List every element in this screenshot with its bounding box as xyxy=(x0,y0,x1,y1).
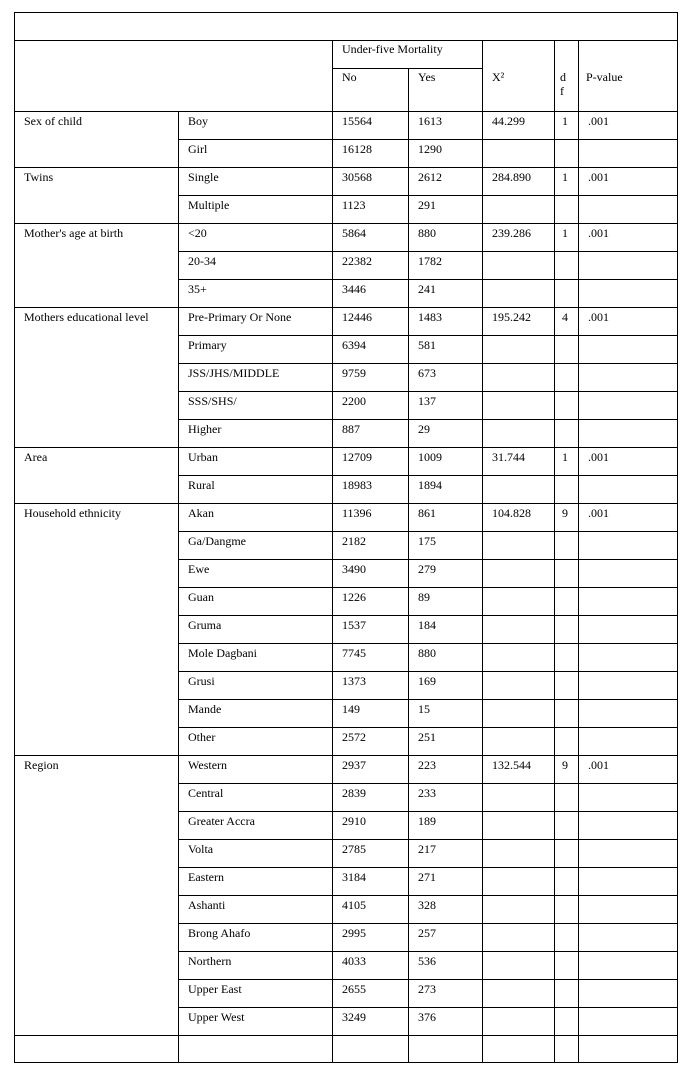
row-divider xyxy=(178,671,678,672)
p-value: .001 xyxy=(588,114,609,128)
variable-label: Mother's age at birth xyxy=(24,226,124,240)
count-yes: 2612 xyxy=(418,170,442,184)
row-divider xyxy=(178,643,678,644)
variable-label: Area xyxy=(24,450,48,464)
variable-label: Region xyxy=(24,758,59,772)
count-yes: 880 xyxy=(418,226,436,240)
category-label: Upper West xyxy=(188,1010,245,1024)
count-no: 2785 xyxy=(342,842,366,856)
count-yes: 673 xyxy=(418,366,436,380)
count-yes: 880 xyxy=(418,646,436,660)
count-yes: 279 xyxy=(418,562,436,576)
count-yes: 581 xyxy=(418,338,436,352)
group-divider xyxy=(14,223,678,224)
row-divider xyxy=(178,867,678,868)
category-label: Guan xyxy=(188,590,214,604)
row-divider xyxy=(178,923,678,924)
col-divider-yes xyxy=(408,68,409,1063)
count-no: 4105 xyxy=(342,898,366,912)
count-yes: 328 xyxy=(418,898,436,912)
row-divider xyxy=(178,531,678,532)
count-yes: 137 xyxy=(418,394,436,408)
p-value: .001 xyxy=(588,506,609,520)
p-value: .001 xyxy=(588,226,609,240)
category-label: Mole Dagbani xyxy=(188,646,257,660)
variable-label: Household ethnicity xyxy=(24,506,121,520)
row-divider xyxy=(178,391,678,392)
category-label: Rural xyxy=(188,478,215,492)
row-divider xyxy=(178,783,678,784)
header-p-value: P-value xyxy=(586,70,623,84)
category-label: Single xyxy=(188,170,219,184)
count-no: 2200 xyxy=(342,394,366,408)
df-value: 4 xyxy=(562,310,568,324)
count-no: 6394 xyxy=(342,338,366,352)
col-divider-pvalue xyxy=(578,40,579,1063)
count-yes: 1290 xyxy=(418,142,442,156)
row-divider xyxy=(178,895,678,896)
chi-square-value: 104.828 xyxy=(492,506,531,520)
count-no: 2995 xyxy=(342,926,366,940)
chi-square-value: 239.286 xyxy=(492,226,531,240)
count-no: 5864 xyxy=(342,226,366,240)
col-divider-df xyxy=(554,40,555,1063)
count-no: 1537 xyxy=(342,618,366,632)
count-yes: 175 xyxy=(418,534,436,548)
group-divider xyxy=(14,307,678,308)
row-divider xyxy=(178,335,678,336)
count-yes: 1009 xyxy=(418,450,442,464)
category-label: Gruma xyxy=(188,618,222,632)
count-no: 18983 xyxy=(342,478,372,492)
header-chi-square: X² xyxy=(492,70,505,84)
df-value: 1 xyxy=(562,114,568,128)
count-yes: 376 xyxy=(418,1010,436,1024)
header-under-five-mortality: Under-five Mortality xyxy=(342,42,443,56)
row-divider xyxy=(178,419,678,420)
count-yes: 536 xyxy=(418,954,436,968)
category-label: Western xyxy=(188,758,228,772)
count-yes: 1483 xyxy=(418,310,442,324)
count-no: 2937 xyxy=(342,758,366,772)
count-yes: 189 xyxy=(418,814,436,828)
category-label: Ewe xyxy=(188,562,210,576)
chi-square-value: 31.744 xyxy=(492,450,525,464)
count-no: 149 xyxy=(342,702,360,716)
category-label: Brong Ahafo xyxy=(188,926,251,940)
count-no: 1123 xyxy=(342,198,366,212)
category-label: Pre-Primary Or None xyxy=(188,310,292,324)
df-value: 1 xyxy=(562,170,568,184)
count-no: 2182 xyxy=(342,534,366,548)
category-label: 35+ xyxy=(188,282,207,296)
category-label: Other xyxy=(188,730,216,744)
count-yes: 217 xyxy=(418,842,436,856)
chi-square-value: 132.544 xyxy=(492,758,531,772)
category-label: 20-34 xyxy=(188,254,216,268)
count-yes: 169 xyxy=(418,674,436,688)
count-no: 2910 xyxy=(342,814,366,828)
group-divider xyxy=(14,167,678,168)
count-yes: 271 xyxy=(418,870,436,884)
row-divider xyxy=(178,727,678,728)
category-label: <20 xyxy=(188,226,207,240)
count-no: 16128 xyxy=(342,142,372,156)
count-yes: 29 xyxy=(418,422,430,436)
count-yes: 1613 xyxy=(418,114,442,128)
row-divider xyxy=(178,251,678,252)
category-label: Northern xyxy=(188,954,232,968)
row-divider xyxy=(178,279,678,280)
group-divider xyxy=(14,1035,678,1036)
header-df: d f xyxy=(560,70,566,98)
count-no: 2839 xyxy=(342,786,366,800)
row-divider xyxy=(178,139,678,140)
category-label: Mande xyxy=(188,702,222,716)
row-divider xyxy=(178,699,678,700)
count-no: 12709 xyxy=(342,450,372,464)
count-yes: 251 xyxy=(418,730,436,744)
category-label: Central xyxy=(188,786,224,800)
category-label: Urban xyxy=(188,450,218,464)
count-no: 3446 xyxy=(342,282,366,296)
count-yes: 1894 xyxy=(418,478,442,492)
col-divider-no xyxy=(332,40,333,1063)
count-no: 3184 xyxy=(342,870,366,884)
category-label: Grusi xyxy=(188,674,215,688)
chi-square-value: 284.890 xyxy=(492,170,531,184)
count-yes: 1782 xyxy=(418,254,442,268)
row-divider xyxy=(178,839,678,840)
count-yes: 89 xyxy=(418,590,430,604)
category-label: Girl xyxy=(188,142,208,156)
count-yes: 223 xyxy=(418,758,436,772)
count-no: 15564 xyxy=(342,114,372,128)
row-divider xyxy=(178,587,678,588)
row-divider xyxy=(178,363,678,364)
count-no: 4033 xyxy=(342,954,366,968)
variable-label: Mothers educational level xyxy=(24,310,149,324)
category-label: Volta xyxy=(188,842,214,856)
p-value: .001 xyxy=(588,310,609,324)
group-divider xyxy=(14,755,678,756)
df-value: 9 xyxy=(562,506,568,520)
row-divider xyxy=(178,559,678,560)
row-divider xyxy=(178,475,678,476)
count-no: 22382 xyxy=(342,254,372,268)
count-yes: 291 xyxy=(418,198,436,212)
count-no: 3490 xyxy=(342,562,366,576)
count-no: 30568 xyxy=(342,170,372,184)
count-no: 12446 xyxy=(342,310,372,324)
count-no: 887 xyxy=(342,422,360,436)
category-label: Higher xyxy=(188,422,222,436)
count-yes: 861 xyxy=(418,506,436,520)
row-divider xyxy=(178,951,678,952)
variable-label: Twins xyxy=(24,170,54,184)
p-value: .001 xyxy=(588,758,609,772)
category-label: Multiple xyxy=(188,198,230,212)
header-no: No xyxy=(342,70,357,84)
category-label: Ashanti xyxy=(188,898,226,912)
count-yes: 15 xyxy=(418,702,430,716)
category-label: Upper East xyxy=(188,982,242,996)
count-no: 3249 xyxy=(342,1010,366,1024)
count-yes: 184 xyxy=(418,618,436,632)
count-no: 11396 xyxy=(342,506,372,520)
category-label: Ga/Dangme xyxy=(188,534,246,548)
count-no: 2572 xyxy=(342,730,366,744)
count-yes: 257 xyxy=(418,926,436,940)
count-no: 1226 xyxy=(342,590,366,604)
variable-label: Sex of child xyxy=(24,114,82,128)
count-no: 1373 xyxy=(342,674,366,688)
count-yes: 233 xyxy=(418,786,436,800)
category-label: Eastern xyxy=(188,870,224,884)
category-label: Primary xyxy=(188,338,227,352)
row-divider xyxy=(178,811,678,812)
count-no: 9759 xyxy=(342,366,366,380)
row-divider xyxy=(178,195,678,196)
df-value: 1 xyxy=(562,226,568,240)
group-divider xyxy=(14,447,678,448)
chi-square-value: 44.299 xyxy=(492,114,525,128)
count-yes: 241 xyxy=(418,282,436,296)
category-label: Akan xyxy=(188,506,214,520)
row-divider xyxy=(178,615,678,616)
count-yes: 273 xyxy=(418,982,436,996)
p-value: .001 xyxy=(588,170,609,184)
category-label: Greater Accra xyxy=(188,814,255,828)
row-divider xyxy=(178,979,678,980)
category-label: SSS/SHS/ xyxy=(188,394,237,408)
count-no: 2655 xyxy=(342,982,366,996)
header-yes: Yes xyxy=(418,70,436,84)
group-header-divider xyxy=(332,68,482,69)
row-divider xyxy=(178,1007,678,1008)
category-label: Boy xyxy=(188,114,209,128)
col-divider-category xyxy=(178,111,179,1063)
group-divider xyxy=(14,503,678,504)
p-value: .001 xyxy=(588,450,609,464)
category-label: JSS/JHS/MIDDLE xyxy=(188,366,280,380)
count-no: 7745 xyxy=(342,646,366,660)
col-divider-chi xyxy=(482,40,483,1063)
df-value: 9 xyxy=(562,758,568,772)
chi-square-value: 195.242 xyxy=(492,310,531,324)
df-value: 1 xyxy=(562,450,568,464)
